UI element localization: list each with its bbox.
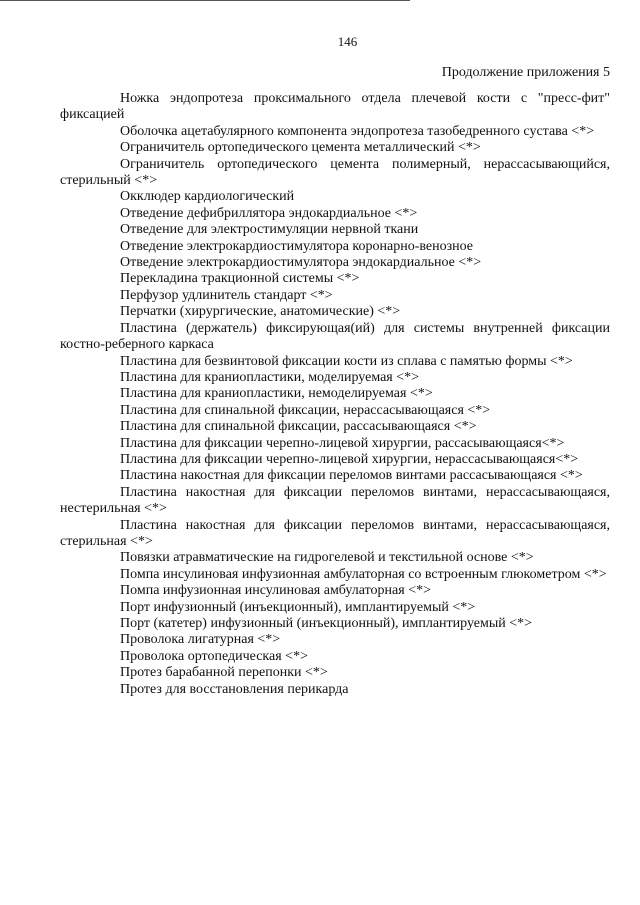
list-item: Пластина накостная для фиксации переломов винтами, нерассасывающаяся, стерильная <*> bbox=[60, 517, 610, 549]
list-item: Пластина накостная для фиксации переломов винтами рассасывающаяся <*> bbox=[120, 468, 583, 484]
list-item: Отведение электрокардиостимулятора коронарно-венозное bbox=[120, 238, 474, 254]
list-item: Порт (катетер) инфузионный (инъекционный), имплантируемый <*> bbox=[120, 616, 533, 631]
page-number: 146 bbox=[337, 34, 358, 49]
entry-list bbox=[60, 91, 610, 698]
list-item: Протез барабанной перепонки <*> bbox=[120, 665, 328, 681]
list-item: Повязки атравматические на гидрогелевой и текстильной основе <*> bbox=[120, 550, 534, 566]
list-item: Пластина для безвинтовой фиксации кости из сплава с памятью формы <*> bbox=[120, 353, 573, 369]
list-item: Пластина для фиксации черепно-лицевой хирургии, нерассасывающаяся<*> bbox=[120, 451, 579, 467]
continuation-heading: Продолжение приложения 5 bbox=[441, 65, 610, 80]
list-item: Проволока ортопедическая <*> bbox=[120, 648, 308, 664]
list-item: Пластина накостная для фиксации переломов винтами, нерассасывающаяся, нестерильная <*> bbox=[60, 484, 610, 517]
list-item: Отведение электрокардиостимулятора эндокардиальное <*> bbox=[120, 255, 482, 271]
list-item: Пластина для краниопластики, немоделируемая <*> bbox=[120, 386, 433, 402]
list-item: Отведение для электростимуляции нервной ткани bbox=[120, 222, 419, 238]
list-item: Проволока лигатурная <*> bbox=[120, 632, 281, 648]
list-item: Ограничитель ортопедического цемента металлический <*> bbox=[120, 140, 481, 156]
list-item: Перекладина тракционной системы <*> bbox=[120, 271, 360, 287]
document-page bbox=[60, 34, 610, 698]
list-item: Отведение дефибриллятора эндокардиальное <*> bbox=[120, 205, 418, 221]
list-item: Помпа инсулиновая инфузионная амбулаторная со встроенным глюкометром <*> bbox=[120, 566, 607, 582]
list-item: Перфузор удлинитель стандарт <*> bbox=[120, 287, 333, 303]
list-item: Перчатки (хирургические, анатомические) <*> bbox=[120, 304, 401, 320]
list-item: Оболочка ацетабулярного компонента эндопротеза тазобедренного сустава <*> bbox=[120, 123, 595, 139]
list-item: Ограничитель ортопедического цемента полимерный, нерассасывающийся, стерильный <*> bbox=[60, 156, 610, 189]
list-item: Пластина для спинальной фиксации, рассасывающаяся <*> bbox=[120, 419, 477, 435]
list-item: Пластина для спинальной фиксации, нерассасывающаяся <*> bbox=[120, 402, 491, 418]
list-item: Пластина для фиксации черепно-лицевой хирургии, рассасывающаяся<*> bbox=[120, 435, 565, 451]
top-rule bbox=[0, 0, 410, 1]
list-item: Ножка эндопротеза проксимального отдела плечевой кости с "пресс-фит" фиксацией bbox=[60, 91, 610, 123]
list-item: Пластина (держатель) фиксирующая(ий) для системы внутренней фиксации костно-реберного каркаса bbox=[60, 320, 610, 353]
list-item: Порт инфузионный (инъекционный), имплантируемый <*> bbox=[120, 599, 476, 615]
list-item: Пластина для краниопластики, моделируемая <*> bbox=[120, 369, 420, 385]
list-item: Помпа инфузионная инсулиновая амбулаторная <*> bbox=[120, 583, 431, 599]
list-item: Протез для восстановления перикарда bbox=[120, 681, 349, 697]
list-item: Окклюдер кардиологический bbox=[120, 189, 295, 205]
